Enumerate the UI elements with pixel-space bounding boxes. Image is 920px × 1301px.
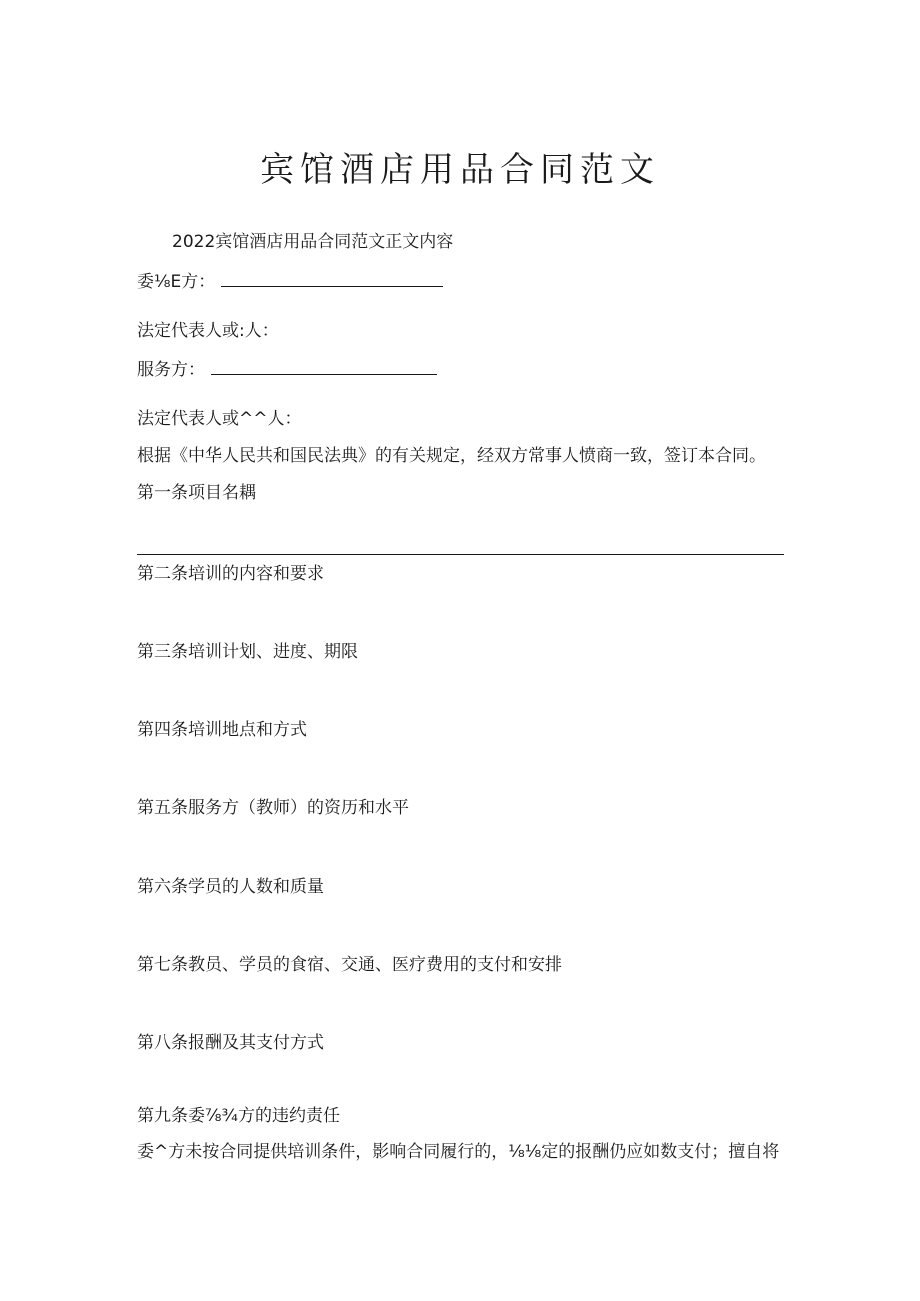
provider-rep-label: 法定代表人或^^人：: [137, 409, 302, 429]
article-8: 第八条报酬及其支付方式: [137, 1033, 324, 1053]
provider-blank: [211, 356, 437, 375]
article-2: 第二条培训的内容和要求: [137, 564, 324, 584]
article-1-blank-line: [137, 554, 784, 555]
document-title: 宾馆酒店用品合同范文: [260, 150, 660, 190]
article-6: 第六条学员的人数和质量: [137, 877, 324, 897]
client-line: [137, 268, 443, 294]
client-rep-label: 法定代表人或:人：: [137, 321, 279, 341]
article-4: 第四条培训地点和方式: [137, 720, 307, 740]
article-3: 第三条培训计划、进度、期限: [137, 642, 358, 662]
article-9: 第九条委⅞¾方的违约责任: [137, 1106, 340, 1126]
article-5: 第五条服务方（教师）的资历和水平: [137, 798, 409, 818]
article-7: 第七条教员、学员的食宿、交通、医疗费用的支付和安排: [137, 955, 562, 975]
preamble-paragraph: 根据《中华人民共和国民法典》的有关规定，经双方常事人愤商一致，签订本合同。: [137, 446, 766, 466]
client-label: 委⅛E方：: [137, 272, 216, 292]
client-blank: [221, 268, 443, 287]
article-1: 第一条项目名耦: [137, 483, 256, 503]
article-9-paragraph: 委^方未按合同提供培训条件，影响合同履行的，⅛⅛定的报酬仍应如数支付；擅自将: [137, 1142, 780, 1162]
document-subtitle: 2022宾馆酒店用品合同范文正文内容: [172, 232, 454, 252]
provider-label: 服务方：: [137, 360, 205, 380]
provider-line: [137, 356, 437, 382]
